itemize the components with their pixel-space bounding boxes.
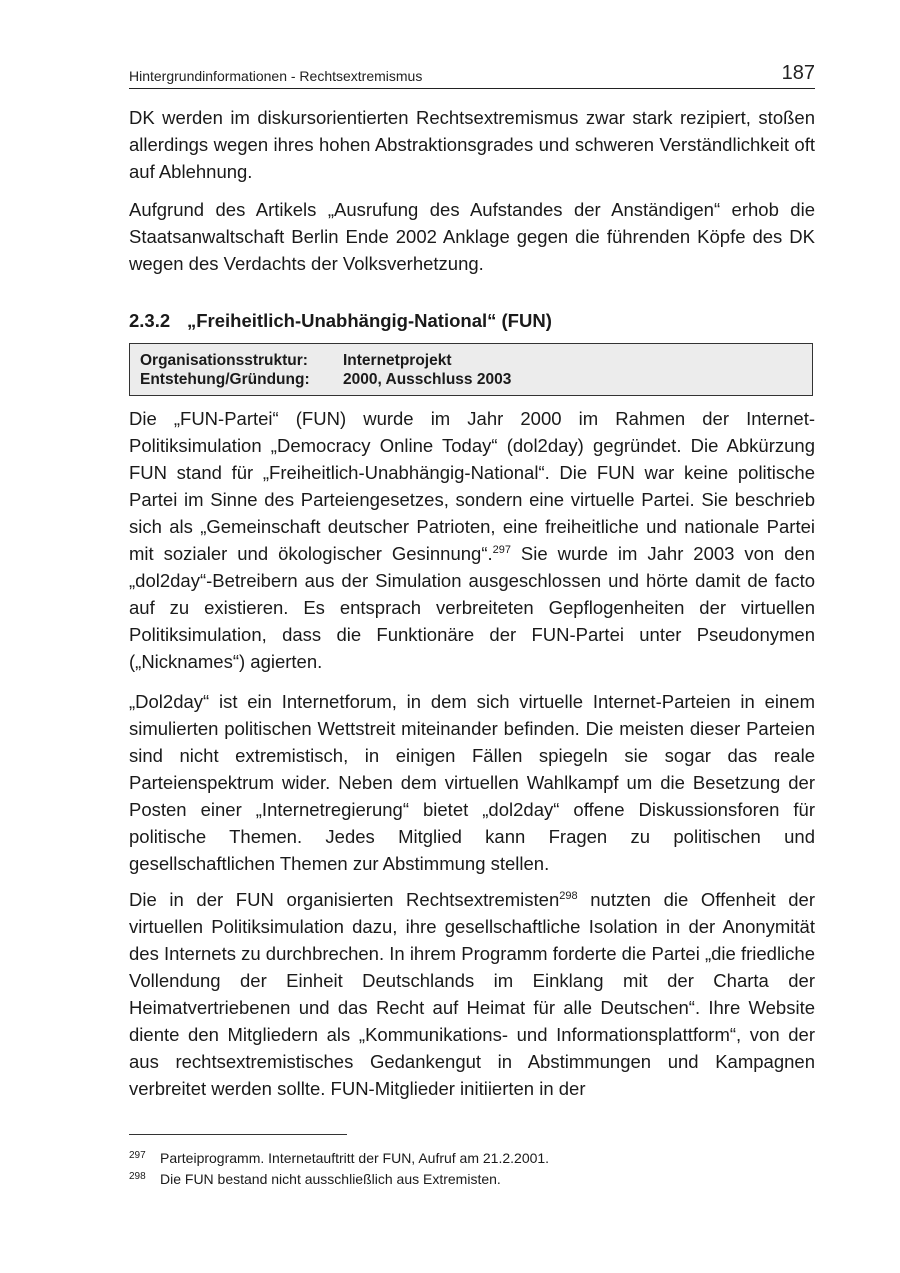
footnote-text: Die FUN bestand nicht ausschließlich aus Extremisten. <box>160 1171 501 1187</box>
paragraph-5-text: Die in der FUN organisierten Rechtsextremisten <box>129 889 560 910</box>
running-header <box>129 62 815 89</box>
footnote-298 <box>129 1168 501 1188</box>
footnote-ref-298[interactable]: 298 <box>559 890 578 902</box>
running-header-title: Hintergrundinformationen - Rechtsextremismus <box>129 68 423 84</box>
paragraph-5 <box>129 886 815 1102</box>
info-value: Internetprojekt <box>343 352 452 369</box>
info-key: Organisationsstruktur: <box>140 352 308 369</box>
info-row <box>140 370 802 389</box>
paragraph-3-text-cont: Sie wurde im Jahr 2003 von den „dol2day“-Betreibern aus der Simulation ausgeschlossen und hörte damit de facto auf zu existieren. Es entsprach verbreiteten Gepflogenheiten der virtuellen Politiksimulation, dass die Funktionäre der FUN-Partei unter Pseudonymen („Nicknames“) agierten. <box>129 543 815 672</box>
paragraph-3 <box>129 405 815 675</box>
footnote-297 <box>129 1147 549 1167</box>
section-heading <box>129 310 552 332</box>
section-title: „Freiheitlich-Unabhängig-National“ (FUN) <box>187 310 552 331</box>
info-row <box>140 351 802 370</box>
page-number: 187 <box>781 62 815 84</box>
info-value: 2000, Ausschluss 2003 <box>343 371 512 388</box>
footnote-text: Parteiprogramm. Internetauftritt der FUN, Aufruf am 21.2.2001. <box>160 1150 550 1166</box>
info-key: Entstehung/Gründung: <box>140 371 310 388</box>
footnote-divider <box>129 1134 347 1135</box>
footnote-number: 297 <box>129 1150 146 1161</box>
info-box <box>129 343 813 396</box>
footnote-number: 298 <box>129 1171 146 1182</box>
section-number: 2.3.2 <box>129 310 171 331</box>
paragraph-5-text-cont: nutzten die Offenheit der virtuellen Politiksimulation dazu, ihre gesellschaftliche Isolation in der Anonymität des Internets zu durchbrechen. In ihrem Programm forderte die Partei „die friedliche Vollendung der Einheit Deutschlands im Einklang mit der Charta der Heimatvertriebenen und das Recht auf Heimat für alle Deutschen“. Ihre Website diente den Mitgliedern als „Kommunikations- und Informationsplattform“, von der aus rechtsextremistisches Gedankengut in Abstimmungen und Kampagnen verbreitet werden sollte. FUN-Mitglieder initiierten in der <box>129 889 815 1099</box>
paragraph-4: „Dol2day“ ist ein Internetforum, in dem sich virtuelle Internet-Parteien in einem simulierten politischen Wettstreit miteinander befinden. Die meisten dieser Parteien sind nicht extremistisch, in einigen Fällen spiegeln sie sogar das reale Parteienspektrum wider. Neben dem virtuellen Wahlkampf um die Besetzung der Posten einer „Internetregierung“ bietet „dol2day“ offene Diskussionsforen für politische Themen. Jedes Mitglied kann Fragen zu politischen und gesellschaftlichen Themen zur Abstimmung stellen. <box>129 691 815 874</box>
paragraph-2: Aufgrund des Artikels „Ausrufung des Aufstandes der Anständigen“ erhob die Staatsanwaltschaft Berlin Ende 2002 Anklage gegen die führenden Köpfe des DK wegen des Verdachts der Volksverhetzung. <box>129 199 815 274</box>
paragraph-3-text: Die „FUN-Partei“ (FUN) wurde im Jahr 2000 im Rahmen der Internet-Politiksimulation „Democracy Online Today“ (dol2day) gegründet. Die Abkürzung FUN stand für „Freiheitlich-Unabhängig-National“. Die FUN war keine politische Partei im Sinne des Parteiengesetzes, sondern eine virtuelle Partei. Sie beschrieb sich als „Gemeinschaft deutscher Patrioten, eine freiheitliche und nationale Partei mit sozialer und ökologischer Gesinnung“. <box>129 408 815 564</box>
paragraph-1: DK werden im diskursorientierten Rechtsextremismus zwar stark rezipiert, stoßen allerdings wegen ihres hohen Abstraktionsgrades und schweren Verständlichkeit oft auf Ablehnung. <box>129 107 815 182</box>
footnote-ref-297[interactable]: 297 <box>492 544 511 556</box>
